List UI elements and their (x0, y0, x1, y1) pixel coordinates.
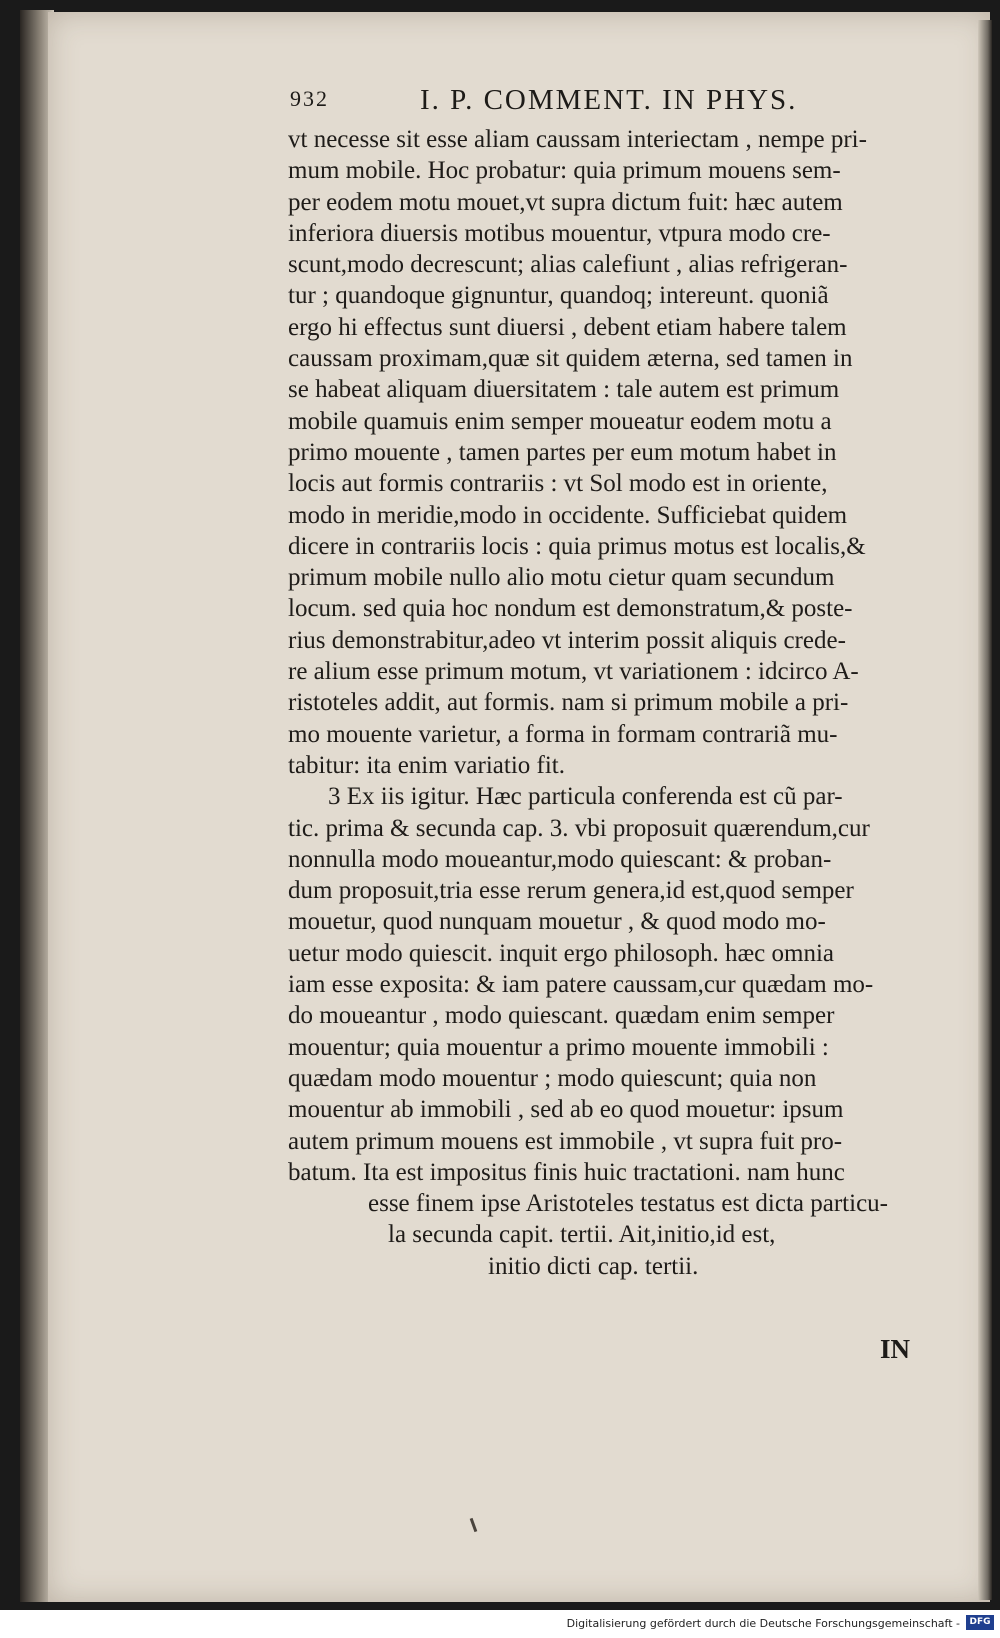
text-line: primum mobile nullo alio motu cietur quam secundum (288, 564, 835, 592)
text-line: locum. sed quia hoc nondum est demonstratum,& poste- (288, 595, 853, 623)
text-line: mouentur ab immobili , sed ab eo quod mouetur: ipsum (288, 1096, 844, 1124)
text-line: primo mouente , tamen partes per eum motum habet in (288, 438, 837, 466)
text-line: vt necesse sit esse aliam caussam interiectam , nempe pri- (288, 126, 867, 153)
text-line: mouentur; quia mouentur a primo mouente immobili : (288, 1033, 829, 1061)
text-line: batum. Ita est impositus finis huic tractationi. nam hunc (288, 1158, 845, 1186)
text-line: dum proposuit,tria esse rerum genera,id est,quod semper (288, 877, 854, 905)
running-head (290, 84, 870, 124)
text-line: nonnulla modo moueantur,modo quiescant: & proban- (288, 845, 832, 873)
text-line: caussam proximam,quæ sit quidem æterna, sed tamen in (288, 345, 853, 373)
text-line: iam esse exposita: & iam patere caussam,cur quædam mo- (288, 971, 874, 999)
running-head-title: I. P. COMMENT. IN PHYS. (420, 84, 798, 116)
text-line: do moueantur , modo quiescant. quædam enim semper (288, 1002, 835, 1030)
text-line: scunt,modo decrescunt; alias calefiunt , alias refrigeran- (288, 251, 848, 279)
text-line: tur ; quandoque gignuntur, quandoq; intereunt. quoniã (288, 282, 829, 310)
text-line: autem primum mouens est immobile , vt supra fuit pro- (288, 1127, 843, 1155)
text-line: locis aut formis contrariis : vt Sol modo est in oriente, (288, 470, 828, 498)
text-line: mum mobile. Hoc probatur: quia primum mouens sem- (288, 157, 841, 185)
text-line: per eodem motu mouet,vt supra dictum fuit: hæc autem (288, 188, 843, 216)
text-line: dicere in contrariis locis : quia primus motus est localis,& (288, 532, 866, 560)
footer-bar (0, 1610, 1000, 1638)
page-number: 932 (290, 86, 329, 111)
text-line: uetur modo quiescit. inquit ergo philosoph. hæc omnia (288, 939, 835, 967)
text-line: se habeat aliquam diuersitatem : tale autem est primum (288, 376, 840, 404)
text-line: la secunda capit. tertii. Ait,initio,id est, (388, 1221, 776, 1249)
text-line: re alium esse primum motum, vt variationem : idcirco A- (288, 658, 859, 686)
text-line: mobile quamuis enim semper moueatur eodem motu a (288, 407, 832, 435)
catchword: IN (880, 1334, 911, 1364)
text-line: tabitur: ita enim variatio fit. (288, 751, 566, 779)
text-line: 3 Ex iis igitur. Hæc particula conferenda est cũ par- (328, 783, 843, 811)
page-edge (978, 20, 992, 1600)
text-line: initio dicti cap. tertii. (488, 1252, 699, 1280)
text-line: ristoteles addit, aut formis. nam si primum mobile a pri- (288, 689, 849, 717)
dfg-logo: DFG (966, 1615, 994, 1630)
text-line: inferiora diuersis motibus mouentur, vtpura modo cre- (288, 219, 831, 247)
text-line: ergo hi effectus sunt diuersi , debent etiam habere talem (288, 313, 847, 341)
funding-notice: Digitalisierung gefördert durch die Deutsche Forschungsgemeinschaft - (566, 1617, 960, 1630)
text-line: modo in meridie,modo in occidente. Sufficiebat quidem (288, 501, 848, 529)
text-line: mouetur, quod nunquam mouetur , & quod modo mo- (288, 908, 826, 936)
text-line: esse finem ipse Aristoteles testatus est dicta particu- (368, 1190, 888, 1218)
text-line: mo mouente varietur, a forma in formam contrariã mu- (288, 720, 838, 748)
text-line: rius demonstrabitur,adeo vt interim possit aliquis crede- (288, 626, 846, 654)
text-line: tic. prima & secunda cap. 3. vbi proposuit quærendum,cur (288, 814, 870, 842)
text-line: quædam modo mouentur ; modo quiescunt; quia non (288, 1064, 817, 1092)
body-text (288, 124, 912, 1282)
